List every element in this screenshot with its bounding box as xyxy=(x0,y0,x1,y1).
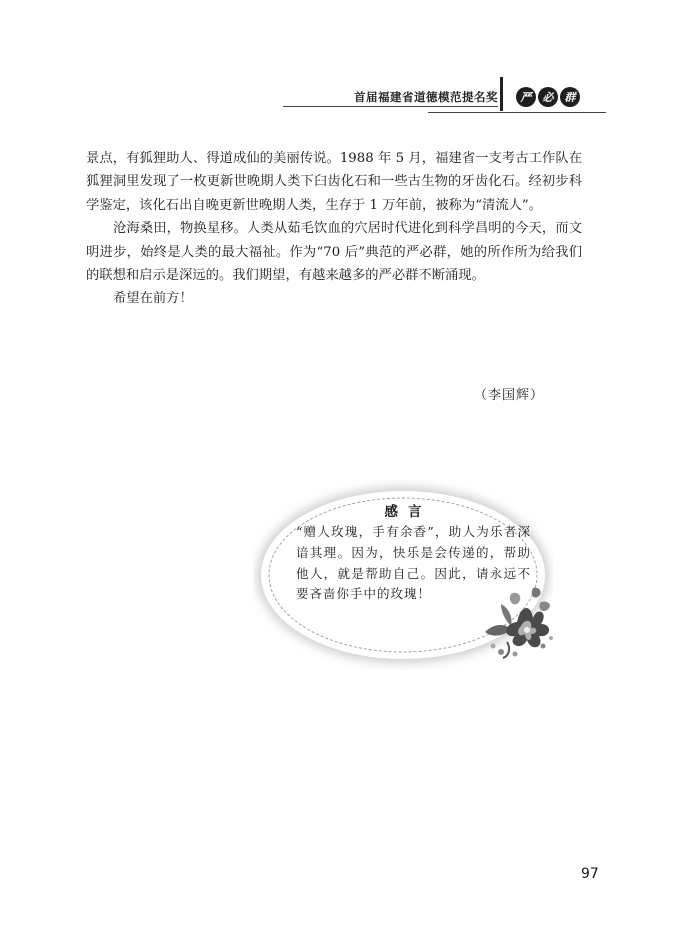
author-signature: （李国辉） xyxy=(474,388,545,403)
page-number: 97 xyxy=(581,866,599,882)
paragraph: 希望在前方！ xyxy=(113,291,193,307)
name-char-badge: 群 xyxy=(560,87,580,107)
article-body xyxy=(86,147,582,311)
section-title: 首届福建省道德模范提名奖 xyxy=(354,90,498,104)
rose-flower-icon xyxy=(481,582,559,662)
header-rule-top xyxy=(283,106,498,107)
motto-box xyxy=(253,480,553,670)
header-divider-bar xyxy=(500,77,503,111)
motto-title: 感言 xyxy=(384,504,432,520)
person-name-badges xyxy=(516,87,580,107)
name-char-badge: 必 xyxy=(538,87,558,107)
paragraph: 沧海桑田，物换星移。人类从茹毛饮血的穴居时代进化到科学昌明的今天，而文明进步，始终是人类的最大福祉。作为“70 后”典范的严必群，她的所作所为给我们的联想和启示是深远的。我们期望，有越来越多的严必群不断涌现。 xyxy=(86,221,582,284)
header-rule-bottom xyxy=(428,112,606,113)
motto-paragraph: “赠人玫瑰，手有余香”，助人为乐者深谙其理。因为，快乐是会传递的，帮助他人，就是帮助自己。因此，请永远不要吝啬你手中的玫瑰！ xyxy=(296,524,531,602)
name-char-badge: 严 xyxy=(516,87,536,107)
paragraph: 景点，有狐狸助人、得道成仙的美丽传说。1988 年 5 月，福建省一支考古工作队在狐狸洞里发现了一枚更新世晚期人类下臼齿化石和一些古生物的牙齿化石。经初步科学鉴定，该化石出自晚更新世晚期人类，生存于 1 万年前，被称为“清流人”。 xyxy=(86,151,582,213)
